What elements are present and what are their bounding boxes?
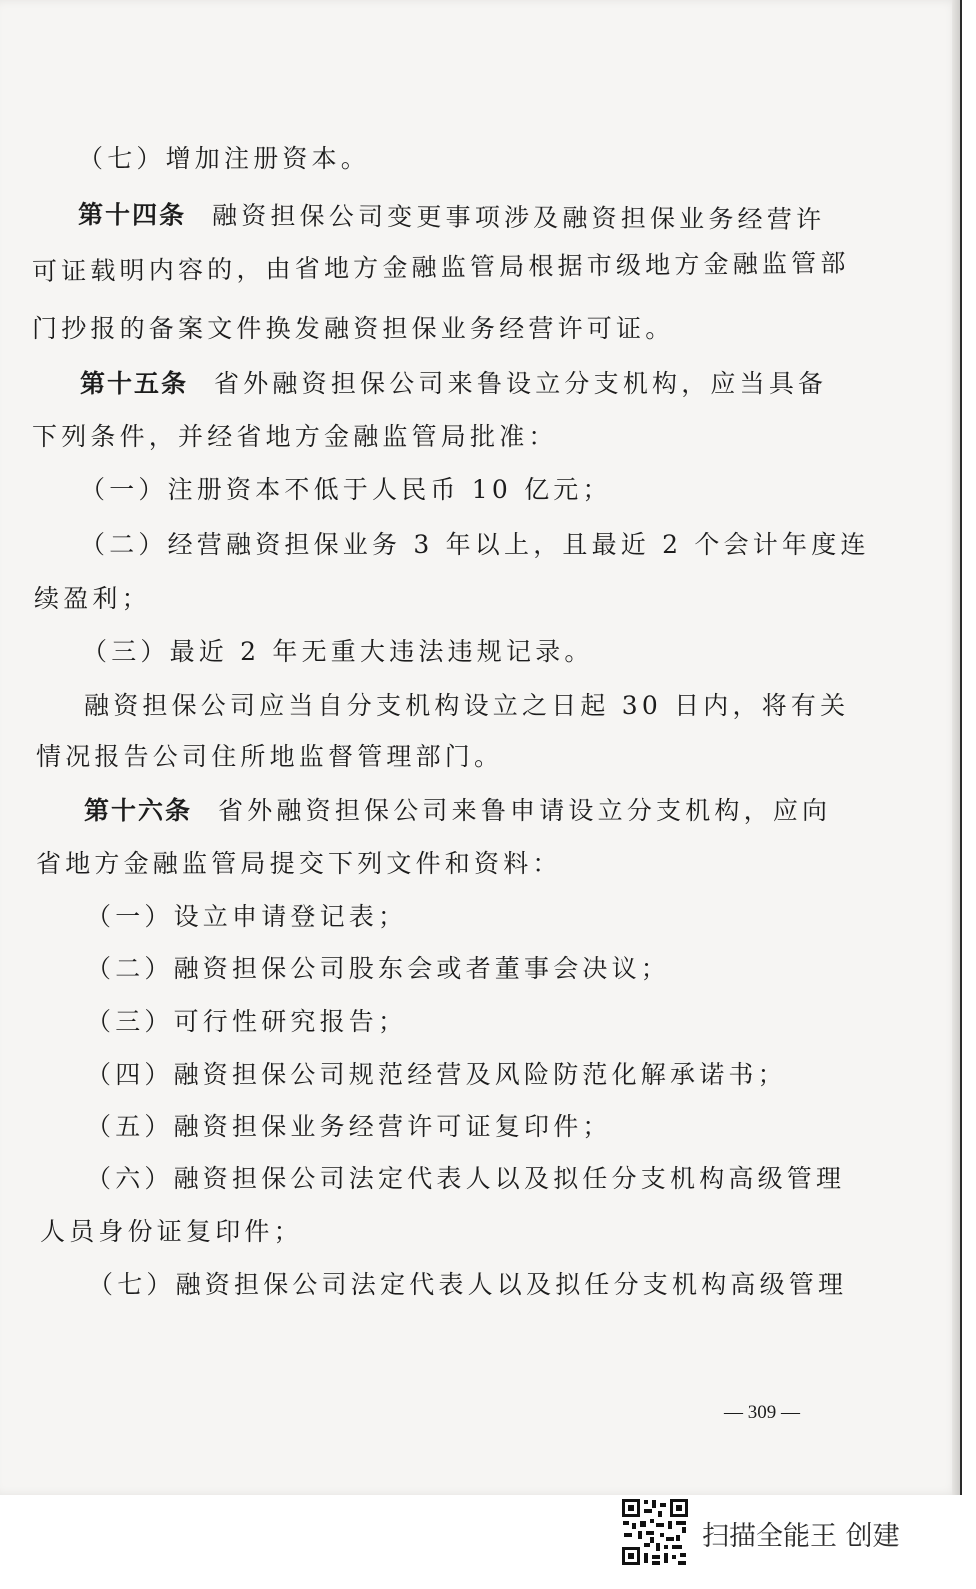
list-item: （四）融资担保公司规范经营及风险防范化解承诺书； <box>86 1060 787 1089</box>
text-line: 人员身份证复印件； <box>40 1217 303 1246</box>
text-line: （二）经营融资担保业务 3 年以上，且最近 2 个会计年度连 <box>80 530 870 559</box>
text-line: 下列条件，并经省地方金融监管局批准： <box>32 422 558 451</box>
text-line: 融资担保公司应当自分支机构设立之日起 30 日内，将有关 <box>84 691 850 720</box>
page-number: — 309 — <box>724 1402 800 1423</box>
list-item: （一）设立申请登记表； <box>86 902 408 931</box>
list-item: （二）融资担保公司股东会或者董事会决议； <box>86 954 671 983</box>
article-heading: 第十六条 <box>84 796 193 825</box>
scanner-watermark: 扫描全能王 创建 <box>702 1521 900 1552</box>
article-heading: 第十五条 <box>80 369 189 398</box>
text-line: 续盈利； <box>34 584 151 613</box>
text-line: （三）最近 2 年无重大违法违规记录。 <box>82 637 594 666</box>
article-14-line: 第十四条 融资担保公司变更事项涉及融资担保业务经营许 <box>77 200 826 235</box>
list-item: （三）可行性研究报告； <box>86 1007 408 1036</box>
list-item: （五）融资担保业务经营许可证复印件； <box>86 1112 612 1141</box>
text-line: 情况报告公司住所地监督管理部门。 <box>36 742 504 771</box>
list-item: （七）融资担保公司法定代表人以及拟任分支机构高级管理 <box>88 1270 848 1299</box>
text-line: （七）增加注册资本。 <box>78 144 371 173</box>
article-15-line: 第十五条 省外融资担保公司来鲁设立分支机构，应当具备 <box>80 369 828 398</box>
article-heading: 第十四条 <box>77 200 187 230</box>
text-line: 门抄报的备案文件换发融资担保业务经营许可证。 <box>32 314 675 343</box>
article-16-line: 第十六条 省外融资担保公司来鲁申请设立分支机构，应向 <box>84 796 832 825</box>
list-item: （六）融资担保公司法定代表人以及拟任分支机构高级管理 <box>86 1164 846 1193</box>
text-line: （一）注册资本不低于人民币 10 亿元； <box>80 475 612 504</box>
text-line: 省地方金融监管局提交下列文件和资料： <box>36 849 562 878</box>
qr-code-icon <box>620 1497 690 1567</box>
text-line: 可证载明内容的，由省地方金融监管局根据市级地方金融监管部 <box>31 248 850 286</box>
page-edge <box>952 0 960 1495</box>
